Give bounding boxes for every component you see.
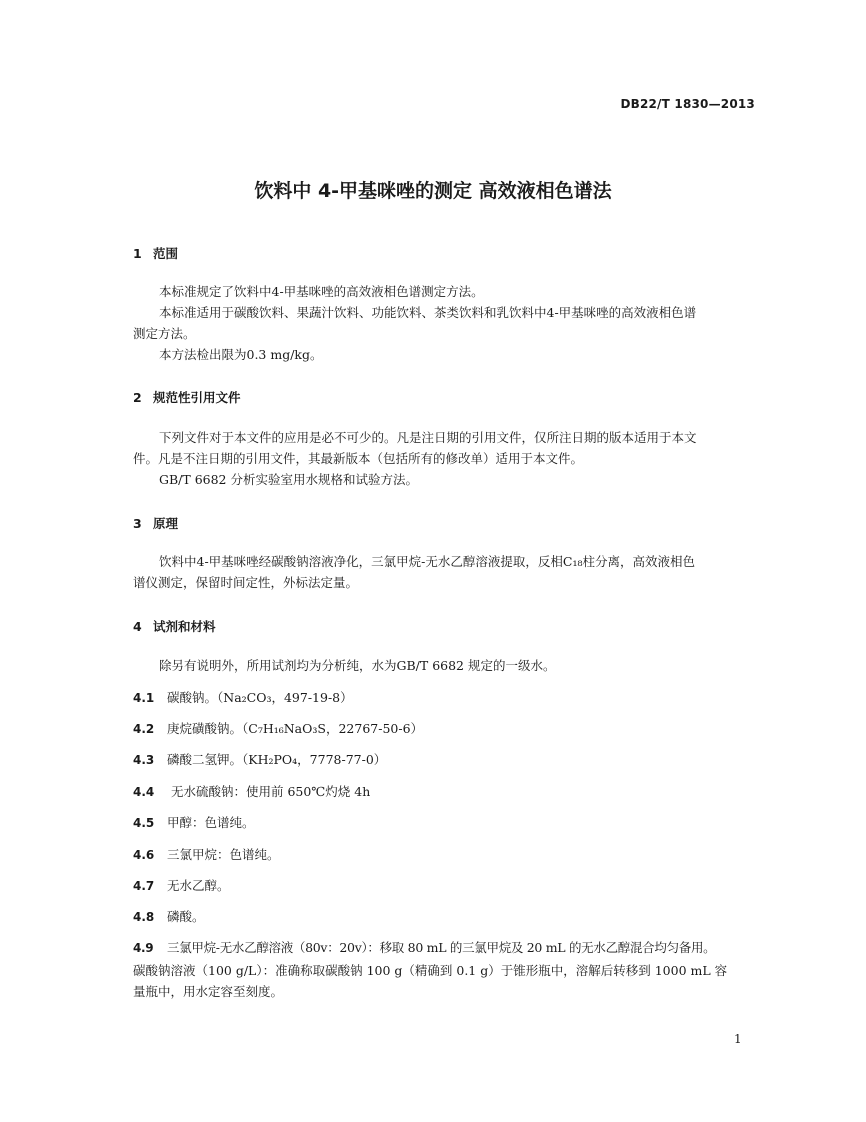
item-number: 4.6: [133, 848, 155, 862]
document-title: 饮料中 4-甲基咪唑的测定 高效液相色谱法: [254, 180, 612, 202]
item-text: 庚烷磺酸钠。（C₇H₁₆NaO₃S，22767-50-6）: [167, 721, 424, 736]
paragraph: 除另有说明外，所用试剂均为分析纯，水为GB/T 6682 规定的一级水。: [159, 658, 556, 673]
paragraph-continuation: 碳酸钠溶液（100 g/L）：准确称取碳酸钠 100 g（精确到 0.1 g）于锥形瓶中，溶解后转移到 1000 mL 容: [133, 963, 728, 978]
item-number: 4.5: [133, 816, 155, 830]
reagent-item: [133, 907, 205, 925]
section-number: 4: [133, 619, 142, 634]
paragraph-continuation: 谱仪测定，保留时间定性，外标法定量。: [133, 575, 359, 590]
item-number: 4.4: [133, 785, 155, 799]
item-number: 4.3: [133, 753, 155, 767]
section-2-heading: [133, 388, 241, 406]
reagent-item: [133, 845, 280, 863]
item-text: 磷酸。: [167, 909, 205, 924]
item-number: 4.2: [133, 722, 155, 736]
reagent-item: [133, 813, 255, 831]
item-number: 4.9: [133, 941, 154, 955]
item-text: 三氯甲烷：色谱纯。: [167, 847, 280, 862]
section-3-heading: [133, 514, 178, 532]
paragraph: 下列文件对于本文件的应用是必不可少的。凡是注日期的引用文件，仅所注日期的版本适用于本文: [159, 430, 697, 445]
section-title: 范围: [153, 246, 179, 261]
item-text: 甲醇：色谱纯。: [167, 815, 255, 830]
item-number: 4.7: [133, 879, 155, 893]
reagent-item: [133, 750, 386, 768]
paragraph: 本标准规定了饮料中4-甲基咪唑的高效液相色谱测定方法。: [159, 284, 484, 299]
paragraph-continuation: 量瓶中，用水定容至刻度。: [133, 984, 284, 999]
paragraph: 本标准适用于碳酸饮料、果蔬汁饮料、功能饮料、茶类饮料和乳饮料中4-甲基咪唑的高效液相色谱: [159, 305, 697, 320]
item-text: 三氯甲烷-无水乙醇溶液（80v：20v）：移取 80 mL 的三氯甲烷及 20 mL 的无水乙醇混合均匀备用。: [167, 940, 716, 955]
paragraph-continuation: 件。凡是不注日期的引用文件，其最新版本（包括所有的修改单）适用于本文件。: [133, 451, 584, 466]
section-title: 试剂和材料: [153, 619, 216, 634]
page-number: 1: [734, 1032, 742, 1046]
reagent-item: [133, 938, 715, 956]
section-title: 原理: [153, 516, 179, 531]
reference-item: GB/T 6682 分析实验室用水规格和试验方法。: [159, 472, 418, 487]
paragraph-continuation: 测定方法。: [133, 326, 196, 341]
reagent-item: [133, 782, 370, 800]
section-4-heading: [133, 617, 216, 635]
paragraph: 饮料中4-甲基咪唑经碳酸钠溶液净化，三氯甲烷-无水乙醇溶液提取，反相C₁₈柱分离，高效液相色: [159, 554, 695, 569]
section-number: 1: [133, 246, 142, 261]
section-number: 3: [133, 516, 142, 531]
item-number: 4.8: [133, 910, 155, 924]
paragraph: 本方法检出限为0.3 mg/kg。: [159, 347, 323, 362]
section-number: 2: [133, 390, 142, 405]
item-text: 无水硫酸钠：使用前 650℃灼烧 4h: [167, 784, 371, 799]
item-text: 无水乙醇。: [167, 878, 230, 893]
item-text: 碳酸钠。（Na₂CO₃，497-19-8）: [167, 690, 353, 705]
reagent-item: [133, 688, 353, 706]
item-text: 磷酸二氢钾。（KH₂PO₄，7778-77-0）: [167, 752, 387, 767]
reagent-item: [133, 719, 423, 737]
section-1-heading: [133, 244, 178, 262]
standard-code: DB22/T 1830—2013: [620, 97, 755, 111]
reagent-item: [133, 876, 230, 894]
section-title: 规范性引用文件: [153, 390, 241, 405]
item-number: 4.1: [133, 691, 155, 705]
